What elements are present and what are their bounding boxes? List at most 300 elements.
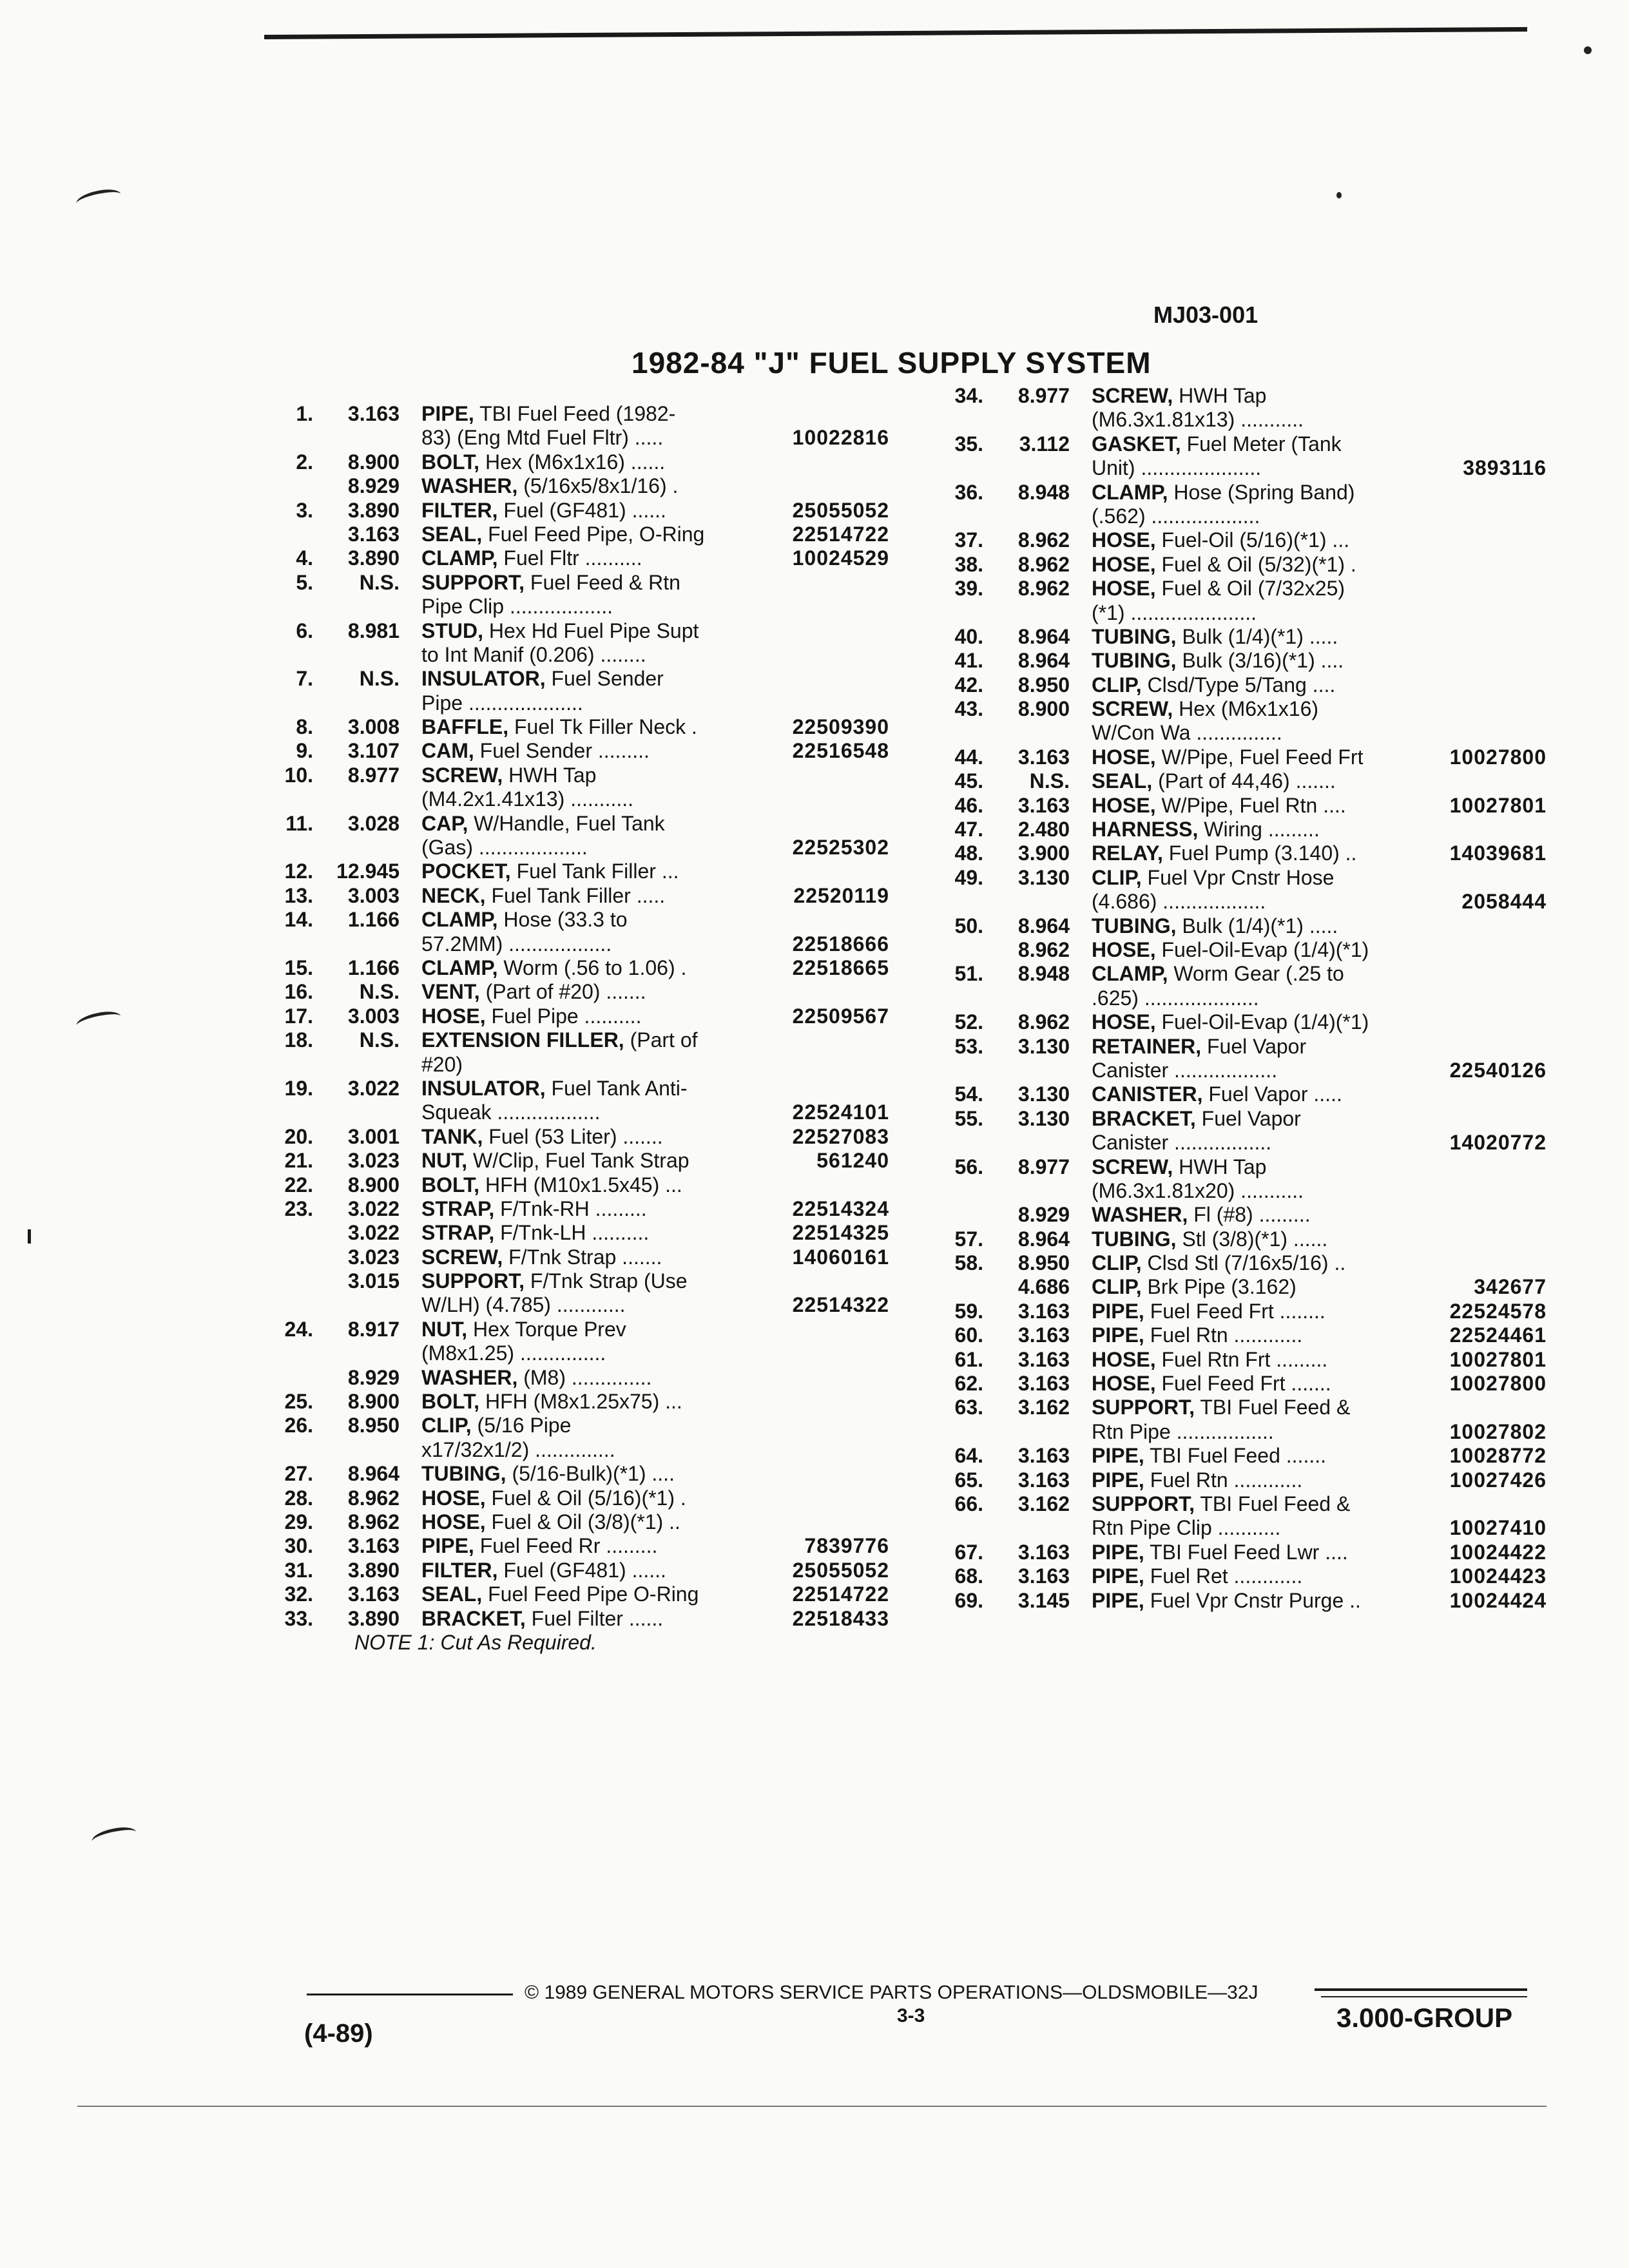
part-row bbox=[271, 764, 889, 787]
item-number: 8. bbox=[296, 715, 313, 739]
part-detail: (Part of 44,46) ....... bbox=[1152, 769, 1336, 793]
part-description bbox=[421, 956, 686, 980]
part-description bbox=[421, 474, 678, 498]
group-number: 8.962 bbox=[347, 1486, 400, 1510]
part-description bbox=[1092, 914, 1338, 938]
group-number: N.S. bbox=[359, 1028, 400, 1052]
part-detail: Fuel Rtn Frt ......... bbox=[1155, 1347, 1328, 1371]
part-name: BRACKET, bbox=[421, 1606, 526, 1630]
part-name: HOSE, bbox=[1092, 793, 1156, 817]
part-description bbox=[1092, 1082, 1342, 1106]
group-number: 3.022 bbox=[347, 1221, 400, 1245]
part-description bbox=[1092, 384, 1266, 408]
part-row bbox=[941, 769, 1547, 793]
part-row bbox=[271, 787, 889, 811]
part-row bbox=[941, 1179, 1547, 1203]
part-description bbox=[1092, 1179, 1304, 1203]
item-number: 49. bbox=[954, 865, 983, 889]
part-detail: Fl (#8) ......... bbox=[1188, 1203, 1311, 1227]
part-description bbox=[1092, 649, 1344, 673]
part-number: 22527083 bbox=[792, 1124, 889, 1148]
part-row bbox=[941, 1396, 1547, 1419]
part-detail: Fuel Meter (Tank bbox=[1181, 432, 1342, 456]
part-description bbox=[1092, 1396, 1350, 1419]
part-detail: Unit) ..................... bbox=[1092, 456, 1262, 480]
part-name: HOSE, bbox=[1092, 745, 1156, 769]
part-detail: W/LH) (4.785) ............ bbox=[421, 1293, 626, 1317]
part-detail: (.562) ................... bbox=[1092, 504, 1260, 528]
group-number: 1.166 bbox=[347, 956, 400, 979]
part-description bbox=[421, 787, 633, 811]
part-detail: 83) (Eng Mtd Fuel Fltr) ..... bbox=[421, 426, 664, 450]
part-name: STUD, bbox=[421, 619, 483, 642]
item-number: 63. bbox=[954, 1396, 983, 1419]
part-description bbox=[421, 1438, 615, 1462]
item-number: 5. bbox=[296, 570, 313, 594]
part-description bbox=[1092, 1444, 1326, 1468]
part-row bbox=[941, 914, 1547, 938]
part-row bbox=[271, 1559, 889, 1582]
item-number: 4. bbox=[296, 546, 313, 570]
group-number: 3.163 bbox=[347, 1534, 400, 1558]
part-number: 3893116 bbox=[1463, 456, 1547, 480]
part-detail: (M6.3x1.81x13) ........... bbox=[1092, 408, 1304, 432]
part-row bbox=[271, 715, 889, 739]
part-name: WASHER, bbox=[421, 1365, 518, 1389]
group-number: 3.023 bbox=[347, 1149, 400, 1173]
part-description bbox=[1092, 601, 1257, 625]
part-description bbox=[421, 643, 646, 667]
part-name: BRACKET, bbox=[1092, 1106, 1196, 1130]
part-number: 10024423 bbox=[1449, 1564, 1547, 1588]
part-detail: (Gas) ................... bbox=[421, 836, 588, 860]
part-row bbox=[941, 1275, 1547, 1299]
part-name: NECK, bbox=[421, 883, 486, 907]
group-number: 3.028 bbox=[347, 811, 400, 835]
part-row bbox=[941, 962, 1547, 986]
part-row bbox=[271, 450, 889, 474]
group-number: N.S. bbox=[359, 667, 400, 691]
part-number: 10024529 bbox=[792, 546, 889, 570]
hole-punch-mark-3 bbox=[90, 1824, 138, 1849]
item-number: 13. bbox=[284, 883, 313, 907]
part-name: CLAMP, bbox=[1092, 962, 1168, 986]
part-row bbox=[941, 841, 1547, 865]
part-detail: Squeak .................. bbox=[421, 1100, 601, 1124]
group-number: 8.900 bbox=[347, 1173, 400, 1196]
part-detail: (4.686) .................. bbox=[1092, 890, 1266, 914]
item-number: 25. bbox=[284, 1390, 313, 1414]
part-detail: Fuel (53 Liter) ....... bbox=[483, 1124, 663, 1148]
speck-dot bbox=[1336, 192, 1342, 198]
copyright-line: © 1989 GENERAL MOTORS SERVICE PARTS OPERATIONS—OLDSMOBILE—32J bbox=[525, 1982, 1258, 2003]
part-description bbox=[421, 1293, 626, 1317]
part-detail: Fuel Tank Filler ..... bbox=[485, 883, 666, 907]
part-row bbox=[941, 818, 1547, 841]
part-description bbox=[421, 1462, 675, 1486]
item-number: 24. bbox=[284, 1317, 313, 1341]
part-description bbox=[421, 619, 699, 643]
part-description bbox=[1092, 721, 1282, 745]
top-rule bbox=[264, 27, 1527, 39]
item-number: 54. bbox=[954, 1082, 983, 1106]
part-description bbox=[421, 1053, 463, 1077]
part-row bbox=[941, 1492, 1547, 1516]
part-name: POCKET, bbox=[421, 860, 511, 883]
part-name: GASKET, bbox=[1092, 432, 1181, 456]
part-detail: HWH Tap bbox=[1173, 1155, 1267, 1178]
part-description bbox=[1092, 1035, 1306, 1059]
part-name: TUBING, bbox=[1092, 649, 1177, 673]
part-row bbox=[271, 1125, 889, 1149]
part-detail: Fuel Rtn ............ bbox=[1144, 1468, 1303, 1492]
item-number: 22. bbox=[284, 1173, 313, 1196]
group-number: 3.163 bbox=[1017, 1347, 1070, 1371]
group-number: 8.964 bbox=[1017, 624, 1070, 648]
part-detail: Hex Torque Prev bbox=[467, 1317, 626, 1341]
part-row bbox=[271, 1582, 889, 1606]
part-description bbox=[1092, 866, 1334, 890]
part-name: WASHER, bbox=[1092, 1203, 1188, 1227]
part-name: PIPE, bbox=[1092, 1588, 1144, 1612]
part-name: SEAL, bbox=[1092, 769, 1153, 793]
part-detail: Stl (3/8)(*1) ...... bbox=[1176, 1227, 1328, 1251]
part-row bbox=[271, 1486, 889, 1510]
item-number: 17. bbox=[284, 1004, 313, 1028]
part-detail: Fuel Feed Pipe, O-Ring bbox=[482, 522, 705, 546]
part-detail: W/Pipe, Fuel Rtn .... bbox=[1155, 793, 1346, 817]
item-number: 14. bbox=[284, 908, 313, 932]
part-detail: Fuel Vapor ..... bbox=[1202, 1082, 1342, 1106]
part-number: 22514325 bbox=[792, 1221, 889, 1245]
part-name: SEAL, bbox=[421, 522, 483, 546]
part-row bbox=[941, 432, 1547, 456]
group-number: 3.163 bbox=[1017, 793, 1070, 817]
part-description bbox=[1092, 481, 1354, 505]
item-number: 1. bbox=[296, 402, 313, 425]
part-description bbox=[421, 1197, 647, 1221]
part-row bbox=[941, 866, 1547, 890]
item-number: 69. bbox=[954, 1588, 983, 1612]
item-number: 42. bbox=[954, 673, 983, 697]
part-number: 22518666 bbox=[792, 932, 889, 956]
part-description bbox=[421, 1534, 657, 1558]
part-detail: Fuel & Oil (5/16)(*1) . bbox=[485, 1486, 686, 1510]
part-name: PIPE, bbox=[421, 1534, 474, 1558]
part-description bbox=[421, 1173, 682, 1197]
item-number: 29. bbox=[284, 1510, 313, 1533]
item-number: 20. bbox=[284, 1124, 313, 1148]
part-detail: Fuel & Oil (7/32x25) bbox=[1155, 577, 1345, 601]
part-detail: (M4.2x1.41x13) ........... bbox=[421, 787, 634, 811]
part-row bbox=[271, 836, 889, 860]
part-name: CAM, bbox=[421, 739, 474, 763]
part-number: 22509567 bbox=[792, 1004, 889, 1028]
part-description bbox=[1092, 745, 1363, 769]
part-description bbox=[1092, 1564, 1302, 1588]
part-description bbox=[421, 739, 650, 763]
part-detail: TBI Fuel Feed (1982- bbox=[474, 402, 676, 425]
footer-rule-right bbox=[1315, 1988, 1527, 1991]
part-detail: Hex (M6x1x16) bbox=[1173, 697, 1319, 721]
part-name: TUBING, bbox=[1092, 1227, 1177, 1251]
part-number: 14060161 bbox=[792, 1245, 889, 1269]
item-number: 58. bbox=[954, 1251, 983, 1275]
part-name: CLIP, bbox=[1092, 673, 1142, 697]
part-detail: Fuel Feed Frt ....... bbox=[1155, 1372, 1331, 1396]
part-name: PIPE, bbox=[1092, 1323, 1144, 1347]
item-number: 45. bbox=[954, 769, 983, 793]
item-number: 52. bbox=[954, 1010, 983, 1034]
group-number: 8.900 bbox=[1017, 697, 1070, 721]
part-description bbox=[1092, 1541, 1348, 1564]
item-number: 57. bbox=[954, 1227, 983, 1251]
part-row bbox=[271, 812, 889, 836]
part-number: 22516548 bbox=[792, 739, 889, 763]
group-number: 8.929 bbox=[347, 1365, 400, 1389]
part-name: SUPPORT, bbox=[421, 1269, 525, 1293]
part-detail: Fuel Pump (3.140) .. bbox=[1162, 841, 1357, 865]
group-number: 3.163 bbox=[1017, 1564, 1070, 1588]
part-detail: (5/16-Bulk)(*1) .... bbox=[506, 1462, 675, 1486]
part-row bbox=[271, 1607, 889, 1631]
footer-rule-right-2 bbox=[1321, 1996, 1527, 1997]
part-detail: Fuel (GF481) ...... bbox=[497, 1558, 666, 1582]
part-name: SEAL, bbox=[421, 1582, 483, 1606]
part-description bbox=[421, 1221, 649, 1245]
part-detail: TBI Fuel Feed ....... bbox=[1144, 1444, 1326, 1468]
part-detail: Fuel & Oil (3/8)(*1) .. bbox=[485, 1510, 680, 1533]
group-number: 3.162 bbox=[1017, 1492, 1070, 1515]
part-number: 22525302 bbox=[792, 836, 889, 860]
part-detail: F/Tnk Strap (Use bbox=[525, 1269, 688, 1293]
group-number: 3.162 bbox=[1017, 1396, 1070, 1419]
part-description bbox=[421, 1341, 606, 1365]
part-name: CLAMP, bbox=[421, 956, 498, 979]
part-number: 342677 bbox=[1474, 1275, 1547, 1299]
part-name: BOLT, bbox=[421, 1390, 480, 1414]
item-number: 23. bbox=[284, 1196, 313, 1220]
item-number: 3. bbox=[296, 498, 313, 522]
part-name: BOLT, bbox=[421, 450, 480, 474]
note-row bbox=[271, 1631, 889, 1655]
part-description bbox=[421, 1390, 682, 1414]
part-description bbox=[421, 908, 628, 932]
part-name: SUPPORT, bbox=[421, 570, 525, 594]
part-description bbox=[1092, 1516, 1280, 1540]
part-description bbox=[421, 426, 663, 450]
group-number: 3.163 bbox=[1017, 745, 1070, 769]
part-name: TANK, bbox=[421, 1124, 483, 1148]
part-row bbox=[271, 1293, 889, 1317]
part-row bbox=[271, 1173, 889, 1197]
part-description bbox=[1092, 673, 1335, 697]
part-number: 14020772 bbox=[1449, 1131, 1547, 1155]
part-name: CLIP, bbox=[421, 1414, 472, 1437]
group-number: 8.917 bbox=[347, 1317, 400, 1341]
part-detail: Hex (M6x1x16) ...... bbox=[479, 450, 666, 474]
part-row bbox=[271, 571, 889, 595]
part-detail: Fuel Ret ............ bbox=[1144, 1564, 1303, 1588]
part-name: CLIP, bbox=[1092, 1251, 1142, 1275]
part-number: 10028772 bbox=[1449, 1444, 1547, 1468]
part-description bbox=[1092, 1275, 1296, 1299]
part-row bbox=[941, 1372, 1547, 1396]
part-description bbox=[1092, 1348, 1327, 1372]
part-row bbox=[941, 1444, 1547, 1468]
part-name: PIPE, bbox=[421, 402, 474, 425]
part-number: 25055052 bbox=[792, 498, 889, 522]
part-detail: Clsd Stl (7/16x5/16) .. bbox=[1141, 1251, 1346, 1275]
part-description bbox=[421, 1366, 651, 1390]
part-row bbox=[271, 1100, 889, 1124]
item-number: 27. bbox=[284, 1462, 313, 1486]
part-number: 10024424 bbox=[1449, 1588, 1547, 1612]
footer-rule-left bbox=[307, 1994, 513, 1995]
item-number: 31. bbox=[284, 1558, 313, 1582]
part-detail: TBI Fuel Feed Lwr .... bbox=[1144, 1540, 1348, 1564]
part-number: 10027410 bbox=[1449, 1516, 1547, 1540]
item-number: 61. bbox=[954, 1347, 983, 1371]
part-description bbox=[1092, 1010, 1369, 1034]
part-name: HOSE, bbox=[1092, 1347, 1156, 1371]
part-number: 10024422 bbox=[1449, 1540, 1547, 1564]
part-name: HOSE, bbox=[1092, 552, 1156, 576]
item-number: 37. bbox=[954, 528, 983, 552]
part-description bbox=[421, 1028, 698, 1052]
item-number: 53. bbox=[954, 1034, 983, 1058]
group-number: 3.145 bbox=[1017, 1588, 1070, 1612]
part-detail: Canister ................. bbox=[1092, 1131, 1272, 1155]
part-row bbox=[941, 745, 1547, 769]
part-detail: Canister .................. bbox=[1092, 1058, 1278, 1082]
part-description bbox=[1092, 528, 1349, 552]
part-row bbox=[941, 577, 1547, 601]
group-number: 3.163 bbox=[1017, 1468, 1070, 1492]
group-number: 3.890 bbox=[347, 546, 400, 570]
part-row bbox=[941, 1541, 1547, 1564]
part-row bbox=[271, 1366, 889, 1390]
part-name: STRAP, bbox=[421, 1221, 495, 1245]
part-detail: (Part of bbox=[624, 1028, 698, 1052]
part-detail: Worm Gear (.25 to bbox=[1168, 962, 1344, 986]
part-description bbox=[421, 667, 664, 691]
part-row bbox=[271, 1341, 889, 1365]
group-number: 8.962 bbox=[1017, 1010, 1070, 1034]
part-detail: Worm (.56 to 1.06) . bbox=[497, 956, 687, 979]
part-name: HARNESS, bbox=[1092, 818, 1199, 841]
part-row bbox=[271, 402, 889, 426]
part-row bbox=[271, 1053, 889, 1077]
part-detail: .625) .................... bbox=[1092, 986, 1259, 1010]
part-detail: Fuel Tank Filler ... bbox=[510, 860, 679, 883]
part-description bbox=[421, 1004, 641, 1028]
item-number: 34. bbox=[954, 384, 983, 407]
part-row bbox=[271, 667, 889, 691]
item-number: 46. bbox=[954, 793, 983, 817]
part-name: SUPPORT, bbox=[1092, 1396, 1195, 1419]
part-detail: Fuel Feed Frt ........ bbox=[1144, 1299, 1325, 1323]
part-description bbox=[421, 764, 596, 787]
part-detail: x17/32x1/2) .............. bbox=[421, 1437, 615, 1461]
part-detail: Fuel (GF481) ...... bbox=[497, 498, 666, 522]
part-name: CANISTER, bbox=[1092, 1082, 1203, 1106]
part-description bbox=[421, 1149, 689, 1173]
part-detail: Rtn Pipe Clip ........... bbox=[1092, 1516, 1281, 1540]
part-description bbox=[1092, 1251, 1345, 1275]
part-name: TUBING, bbox=[1092, 624, 1177, 648]
part-detail: HFH (M10x1.5x45) ... bbox=[479, 1173, 682, 1196]
page-number: 3-3 bbox=[897, 2005, 925, 2026]
part-description bbox=[1092, 818, 1320, 841]
part-detail: Hose (33.3 to bbox=[497, 908, 628, 932]
part-row bbox=[941, 408, 1547, 432]
part-row bbox=[941, 1035, 1547, 1059]
part-row bbox=[941, 697, 1547, 721]
item-number: 10. bbox=[284, 763, 313, 787]
item-number: 62. bbox=[954, 1372, 983, 1396]
part-name: CLIP, bbox=[1092, 865, 1142, 889]
part-name: SCREW, bbox=[1092, 1155, 1173, 1178]
part-number: 22514324 bbox=[792, 1196, 889, 1220]
item-number: 50. bbox=[954, 914, 983, 937]
item-number: 21. bbox=[284, 1149, 313, 1173]
part-number: 10027426 bbox=[1449, 1468, 1547, 1492]
group-number: 3.130 bbox=[1017, 1106, 1070, 1130]
part-description bbox=[1092, 1420, 1274, 1444]
group-number: 3.163 bbox=[1017, 1323, 1070, 1347]
group-number: 8.981 bbox=[347, 619, 400, 642]
part-detail: Fuel Sender ......... bbox=[474, 739, 650, 763]
part-name: BOLT, bbox=[421, 1173, 480, 1196]
group-number: 2.480 bbox=[1017, 818, 1070, 841]
part-description bbox=[1092, 1107, 1301, 1131]
part-detail: W/Handle, Fuel Tank bbox=[468, 811, 665, 835]
part-name: PIPE, bbox=[1092, 1540, 1144, 1564]
item-number: 7. bbox=[296, 667, 313, 691]
part-row bbox=[941, 1300, 1547, 1323]
item-number: 67. bbox=[954, 1540, 983, 1564]
group-number: 8.948 bbox=[1017, 962, 1070, 986]
part-description bbox=[1092, 505, 1260, 528]
item-number: 30. bbox=[284, 1534, 313, 1558]
part-row bbox=[271, 595, 889, 619]
part-row bbox=[271, 860, 889, 883]
item-number: 60. bbox=[954, 1323, 983, 1347]
parts-list-right bbox=[941, 384, 1547, 1613]
part-row bbox=[941, 721, 1547, 745]
part-description bbox=[1092, 1300, 1325, 1323]
group-number: 4.686 bbox=[1017, 1275, 1070, 1299]
part-detail: F/Tnk Strap ....... bbox=[503, 1245, 662, 1269]
part-number: 10027800 bbox=[1449, 745, 1547, 769]
group-number: 8.964 bbox=[1017, 1227, 1070, 1251]
item-number: 16. bbox=[284, 980, 313, 1004]
part-row bbox=[271, 908, 889, 932]
item-number: 41. bbox=[954, 649, 983, 673]
part-row bbox=[941, 601, 1547, 625]
part-detail: (5/16x5/8x1/16) . bbox=[517, 474, 679, 498]
part-detail: Bulk (3/16)(*1) .... bbox=[1176, 649, 1344, 673]
part-detail: Fuel Tank Anti- bbox=[545, 1076, 688, 1100]
item-number: 12. bbox=[284, 860, 313, 883]
part-description bbox=[1092, 794, 1346, 818]
part-row bbox=[271, 1438, 889, 1462]
item-number: 35. bbox=[954, 432, 983, 456]
part-detail: TBI Fuel Feed & bbox=[1195, 1492, 1351, 1515]
part-number: 7839776 bbox=[804, 1534, 889, 1558]
part-description bbox=[421, 402, 675, 426]
